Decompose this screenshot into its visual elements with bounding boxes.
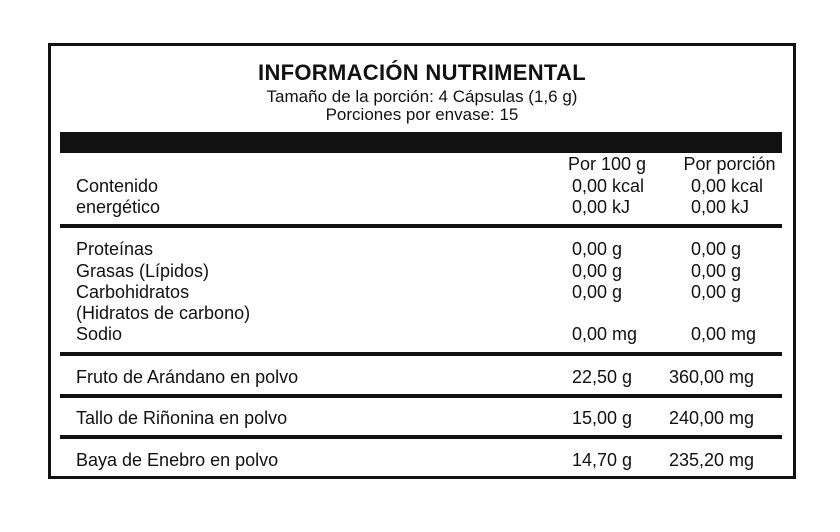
nutrient-fats-per-serving: 0,00 g xyxy=(691,261,742,281)
ingredient-cranberry-per-100g: 22,50 g xyxy=(572,367,633,387)
panel-title: INFORMACIÓN NUTRIMENTAL xyxy=(258,60,586,85)
nutrient-proteins-per-100g: 0,00 g xyxy=(572,239,623,259)
ingredient-label-cranberry: Fruto de Arándano en polvo xyxy=(76,367,299,387)
section-divider xyxy=(60,224,782,228)
header-divider-bar xyxy=(60,132,782,153)
energy-kj-per-serving: 0,00 kJ xyxy=(691,197,750,217)
serving-size: Tamaño de la porción: 4 Cápsulas (1,6 g) xyxy=(266,87,578,106)
ingredient-cranberry-per-serving: 360,00 mg xyxy=(669,367,755,387)
nutrient-label-carbs-line2: (Hidratos de carbono) xyxy=(76,303,251,323)
section-divider xyxy=(60,394,782,398)
ingredient-juniper-per-serving: 235,20 mg xyxy=(669,450,755,470)
column-header-per-100g: Por 100 g xyxy=(567,154,647,174)
nutrient-sodium-per-100g: 0,00 mg xyxy=(572,324,638,344)
column-header-per-serving: Por porción xyxy=(683,154,776,174)
nutrient-label-sodium: Sodio xyxy=(76,324,123,344)
energy-label-line2: energético xyxy=(76,197,161,217)
ingredient-rinonina-per-serving: 240,00 mg xyxy=(669,408,755,428)
energy-label-line1: Contenido xyxy=(76,176,159,196)
energy-kj-per-100g: 0,00 kJ xyxy=(572,197,631,217)
nutrition-facts-panel xyxy=(48,43,796,479)
ingredient-rinonina-per-100g: 15,00 g xyxy=(572,408,633,428)
nutrient-proteins-per-serving: 0,00 g xyxy=(691,239,742,259)
section-divider xyxy=(60,352,782,356)
energy-kcal-per-serving: 0,00 kcal xyxy=(691,176,764,196)
nutrient-label-proteins: Proteínas xyxy=(76,239,154,259)
energy-kcal-per-100g: 0,00 kcal xyxy=(572,176,645,196)
ingredient-juniper-per-100g: 14,70 g xyxy=(572,450,633,470)
nutrient-carbs-per-serving: 0,00 g xyxy=(691,282,742,302)
nutrient-label-fats: Grasas (Lípidos) xyxy=(76,261,210,281)
nutrient-sodium-per-serving: 0,00 mg xyxy=(691,324,757,344)
nutrient-label-carbs: Carbohidratos xyxy=(76,282,190,302)
nutrient-fats-per-100g: 0,00 g xyxy=(572,261,623,281)
nutrient-carbs-per-100g: 0,00 g xyxy=(572,282,623,302)
servings-per-container: Porciones por envase: 15 xyxy=(325,105,519,124)
ingredient-label-juniper: Baya de Enebro en polvo xyxy=(76,450,279,470)
ingredient-label-rinonina: Tallo de Riñonina en polvo xyxy=(76,408,288,428)
section-divider xyxy=(60,435,782,439)
